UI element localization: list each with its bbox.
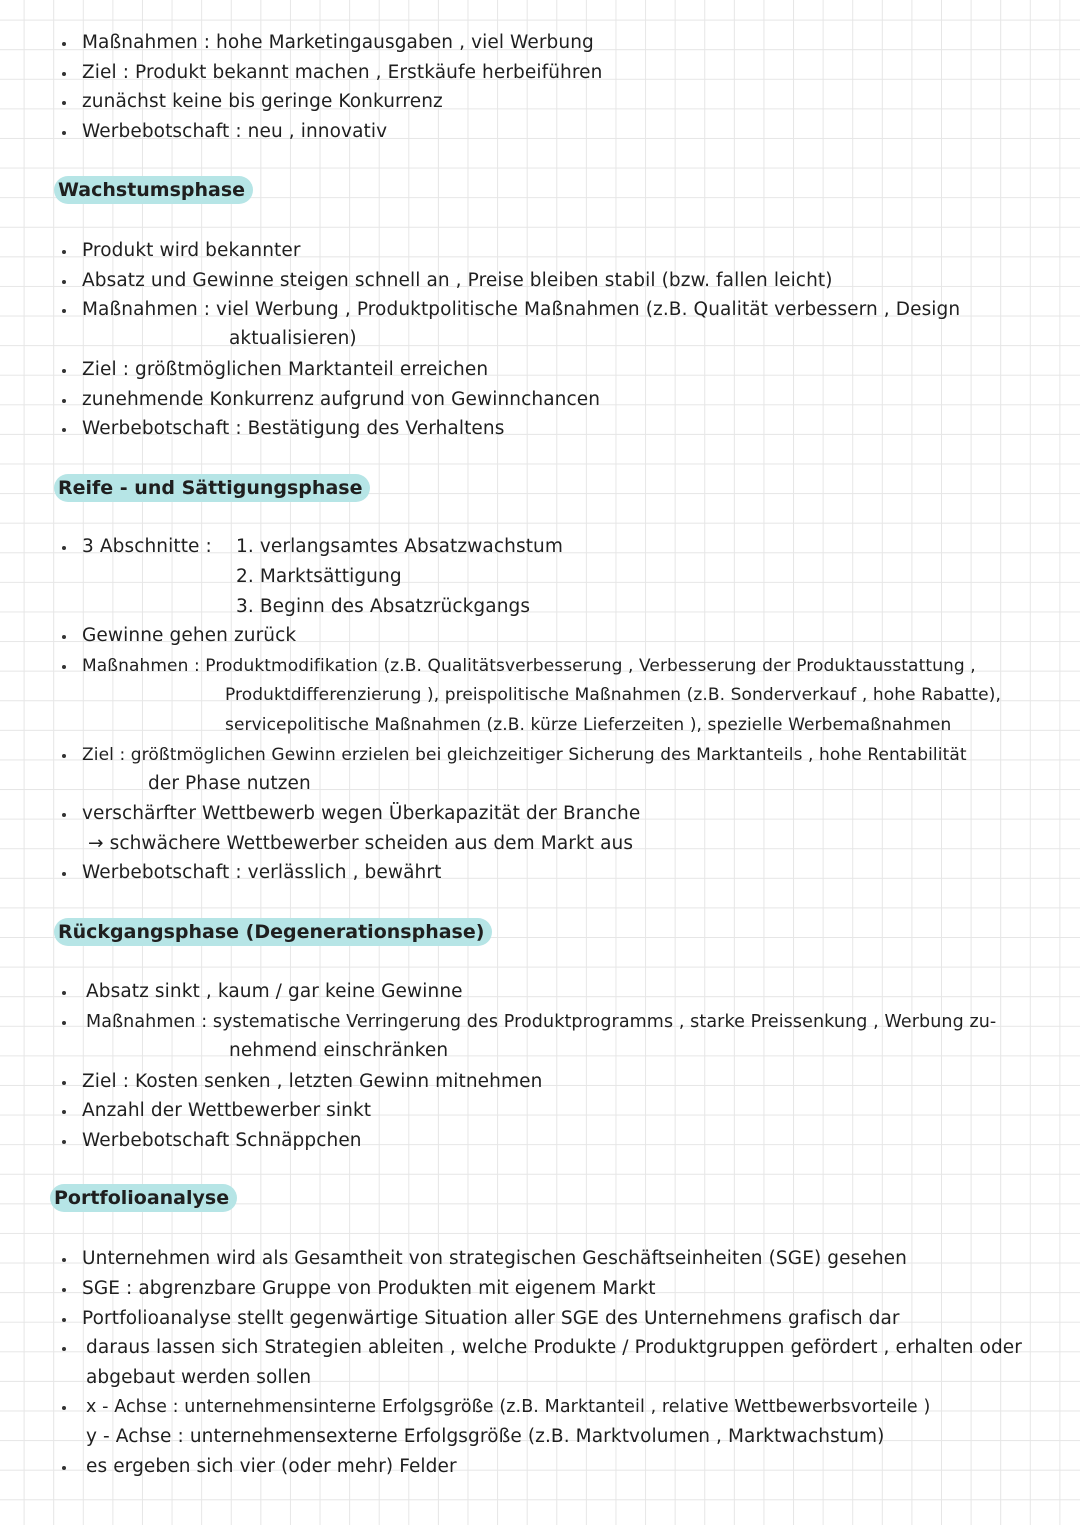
bullet [62, 1347, 66, 1351]
maturity-item: Gewinne gehen zurück [82, 625, 297, 646]
maturity-item: Ziel : größtmöglichen Gewinn erzielen bei gleichzeitiger Sicherung des Marktanteils , hohe Rentabilität [82, 745, 967, 765]
growth-item: Ziel : größtmöglichen Marktanteil erreichen [82, 359, 489, 380]
maturity-item: Maßnahmen : Produktmodifikation (z.B. Qualitätsverbesserung , Verbesserung der Produktausstattung , [82, 656, 976, 676]
bullet [62, 42, 66, 46]
heading-portfolio: Portfolioanalyse [50, 1184, 237, 1212]
portfolio-item: y - Achse : unternehmensexterne Erfolgsgröße (z.B. Marktvolumen , Marktwachstum) [86, 1426, 885, 1447]
decline-item: Maßnahmen : systematische Verringerung des Produktprogramms , starke Preissenkung , Werbung zu- [86, 1012, 997, 1032]
maturity-item: Werbebotschaft : verlässlich , bewährt [82, 862, 442, 883]
bullet [62, 1258, 66, 1262]
maturity-item-cont: servicepolitische Maßnahmen (z.B. kürze Lieferzeiten ), spezielle Werbemaßnahmen [225, 715, 952, 735]
bullet [62, 1081, 66, 1085]
maturity-item-cont: Produktdifferenzierung ), preispolitische Maßnahmen (z.B. Sonderverkauf , hohe Rabatte), [225, 685, 1001, 705]
bullet [62, 872, 66, 876]
bullet [62, 101, 66, 105]
maturity-item-arrow: → schwächere Wettbewerber scheiden aus dem Markt aus [88, 833, 634, 854]
portfolio-item-cont: abgebaut werden sollen [86, 1367, 312, 1388]
decline-item-cont: nehmend einschränken [229, 1040, 449, 1061]
heading-maturity: Reife - und Sättigungsphase [54, 474, 370, 502]
decline-item: Werbebotschaft Schnäppchen [82, 1130, 362, 1151]
maturity-section: 3. Beginn des Absatzrückgangs [236, 596, 531, 617]
bullet [62, 1406, 66, 1410]
bullet [62, 991, 66, 995]
portfolio-item: x - Achse : unternehmensinterne Erfolgsgröße (z.B. Marktanteil , relative Wettbewerbsvorteile ) [86, 1397, 931, 1417]
bullet [62, 1021, 66, 1025]
decline-item: Absatz sinkt , kaum / gar keine Gewinne [86, 981, 463, 1002]
portfolio-item: Portfolioanalyse stellt gegenwärtige Situation aller SGE des Unternehmens grafisch dar [82, 1308, 900, 1329]
portfolio-item: daraus lassen sich Strategien ableiten , welche Produkte / Produktgruppen gefördert , erhalten oder [86, 1337, 1022, 1358]
growth-item: Produkt wird bekannter [82, 240, 301, 261]
bullet [62, 428, 66, 432]
bullet [62, 280, 66, 284]
bullet [62, 309, 66, 313]
portfolio-item: es ergeben sich vier (oder mehr) Felder [86, 1456, 457, 1477]
bullet [62, 546, 66, 550]
bullet [62, 1110, 66, 1114]
intro-measures: Maßnahmen : hohe Marketingausgaben , viel Werbung [82, 32, 594, 53]
bullet [62, 1466, 66, 1470]
growth-item-cont: aktualisieren) [229, 328, 357, 349]
maturity-sections-label: 3 Abschnitte : [82, 536, 212, 557]
bullet [62, 369, 66, 373]
bullet [62, 1288, 66, 1292]
intro-competition: zunächst keine bis geringe Konkurrenz [82, 91, 443, 112]
maturity-section: 2. Marktsättigung [236, 566, 402, 587]
heading-growth: Wachstumsphase [54, 176, 253, 204]
growth-item: zunehmende Konkurrenz aufgrund von Gewinnchancen [82, 389, 601, 410]
growth-item: Werbebotschaft : Bestätigung des Verhaltens [82, 418, 505, 439]
bullet [62, 1318, 66, 1322]
heading-decline: Rückgangsphase (Degenerationsphase) [54, 918, 492, 946]
maturity-section: 1. verlangsamtes Absatzwachstum [236, 536, 564, 557]
portfolio-item: SGE : abgrenzbare Gruppe von Produkten mit eigenem Markt [82, 1278, 656, 1299]
bullet [62, 399, 66, 403]
bullet [62, 665, 66, 669]
portfolio-item: Unternehmen wird als Gesamtheit von strategischen Geschäftseinheiten (SGE) gesehen [82, 1248, 907, 1269]
intro-goal: Ziel : Produkt bekannt machen , Erstkäufe herbeiführen [82, 62, 603, 83]
growth-item: Absatz und Gewinne steigen schnell an , Preise bleiben stabil (bzw. fallen leicht) [82, 270, 833, 291]
bullet [62, 1140, 66, 1144]
maturity-item-cont: der Phase nutzen [148, 773, 311, 794]
bullet [62, 72, 66, 76]
decline-item: Anzahl der Wettbewerber sinkt [82, 1100, 372, 1121]
intro-message: Werbebotschaft : neu , innovativ [82, 121, 388, 142]
bullet [62, 635, 66, 639]
maturity-item: verschärfter Wettbewerb wegen Überkapazität der Branche [82, 803, 641, 824]
bullet [62, 813, 66, 817]
bullet [62, 250, 66, 254]
decline-item: Ziel : Kosten senken , letzten Gewinn mitnehmen [82, 1071, 543, 1092]
bullet [62, 754, 66, 758]
growth-item: Maßnahmen : viel Werbung , Produktpolitische Maßnahmen (z.B. Qualität verbessern , Design [82, 299, 961, 320]
bullet [62, 131, 66, 135]
